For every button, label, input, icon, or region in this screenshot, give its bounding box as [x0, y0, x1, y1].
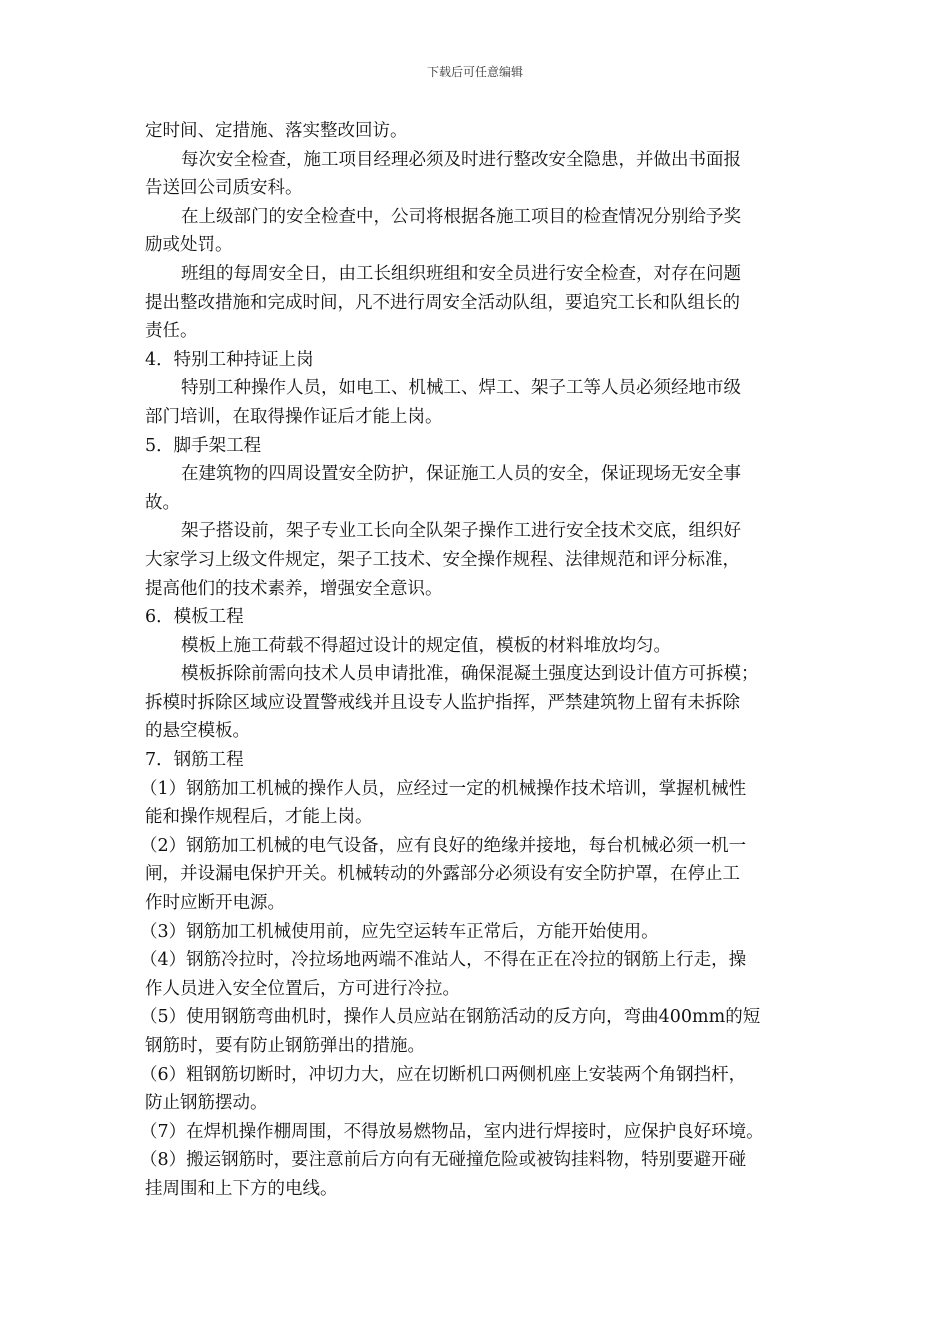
page-header: 下载后可任意编辑: [426, 65, 523, 79]
text-line: 每次安全检查，施工项目经理必须及时进行整改安全隐患，并做出书面报: [181, 149, 741, 170]
text-line: 提出整改措施和完成时间，凡不进行周安全活动队组，要追究工长和队组长的: [145, 292, 740, 313]
text-line: 告送回公司质安科。: [145, 178, 303, 199]
text-line: （2）钢筋加工机械的电气设备，应有良好的绝缘并接地，每台机械必须一机一: [140, 835, 747, 856]
text-line: 防止钢筋摆动。: [145, 1093, 268, 1114]
text-line: 挂周围和上下方的电线。: [145, 1178, 338, 1199]
text-line: （8）搬运钢筋时，要注意前后方向有无碰撞危险或被钩挂料物，特别要避开碰: [140, 1150, 747, 1171]
text-line: 责任。: [145, 321, 198, 342]
text-line: 定时间、定措施、落实整改回访。: [145, 121, 408, 141]
text-line: 故。: [145, 492, 180, 513]
text-line: 7．钢筋工程: [145, 750, 244, 771]
text-line: 部门培训，在取得操作证后才能上岗。: [145, 406, 443, 427]
text-line: 特别工种操作人员，如电工、机械工、焊工、架子工等人员必须经地市级: [181, 378, 741, 399]
text-line: 4．特别工种持证上岗: [145, 349, 314, 370]
text-line: 大家学习上级文件规定，架子工技术、安全操作规程、法律规范和评分标准，: [145, 549, 740, 570]
text-line: 能和操作规程后，才能上岗。: [145, 807, 373, 828]
text-line: 的悬空模板。: [145, 721, 250, 742]
text-line: 班组的每周安全日，由工长组织班组和安全员进行安全检查，对存在问题: [181, 263, 741, 284]
text-line: 架子搭设前，架子专业工长向全队架子操作工进行安全技术交底，组织好: [181, 521, 741, 542]
text-line: 作时应断开电源。: [145, 893, 285, 914]
text-line: 钢筋时，要有防止钢筋弹出的措施。: [145, 1036, 425, 1056]
text-line: 拆模时拆除区域应设置警戒线并且设专人监护指挥，严禁建筑物上留有未拆除: [145, 692, 740, 713]
text-line: （3）钢筋加工机械使用前，应先空运转车正常后，方能开始使用。: [140, 921, 659, 942]
text-line: 6．模板工程: [145, 607, 244, 628]
text-line: 闸，并设漏电保护开关。机械转动的外露部分必须设有安全防护罩，在停止工: [145, 864, 740, 885]
text-line: 励或处罚。: [145, 235, 233, 256]
text-line: 模板上施工荷载不得超过设计的规定值，模板的材料堆放均匀。: [181, 635, 671, 656]
text-line: （6）粗钢筋切断时，冲切力大，应在切断机口两侧机座上安装两个角钢挡杆，: [140, 1064, 747, 1085]
text-line: （7）在焊机操作棚周围，不得放易燃物品，室内进行焊接时，应保护良好环境。: [140, 1121, 764, 1142]
text-line: 模板拆除前需向技术人员申请批准，确保混凝土强度达到设计值方可拆模；: [181, 664, 759, 685]
text-line: 5．脚手架工程: [145, 435, 262, 456]
text-line: 在上级部门的安全检查中，公司将根据各施工项目的检查情况分别给予奖: [181, 206, 741, 227]
text-line: （1）钢筋加工机械的操作人员，应经过一定的机械操作技术培训，掌握机械性: [140, 778, 747, 799]
text-line: （4）钢筋冷拉时，冷拉场地两端不准站人，不得在正在冷拉的钢筋上行走，操: [140, 950, 747, 971]
document-body: [140, 117, 813, 1204]
text-line: 提高他们的技术素养，增强安全意识。: [145, 578, 443, 599]
text-line: （5）使用钢筋弯曲机时，操作人员应站在钢筋活动的反方向，弯曲400mm的短: [140, 1007, 761, 1028]
text-line: 作人员进入安全位置后，方可进行冷拉。: [145, 978, 460, 999]
text-line: 在建筑物的四周设置安全防护，保证施工人员的安全，保证现场无安全事: [181, 464, 741, 485]
